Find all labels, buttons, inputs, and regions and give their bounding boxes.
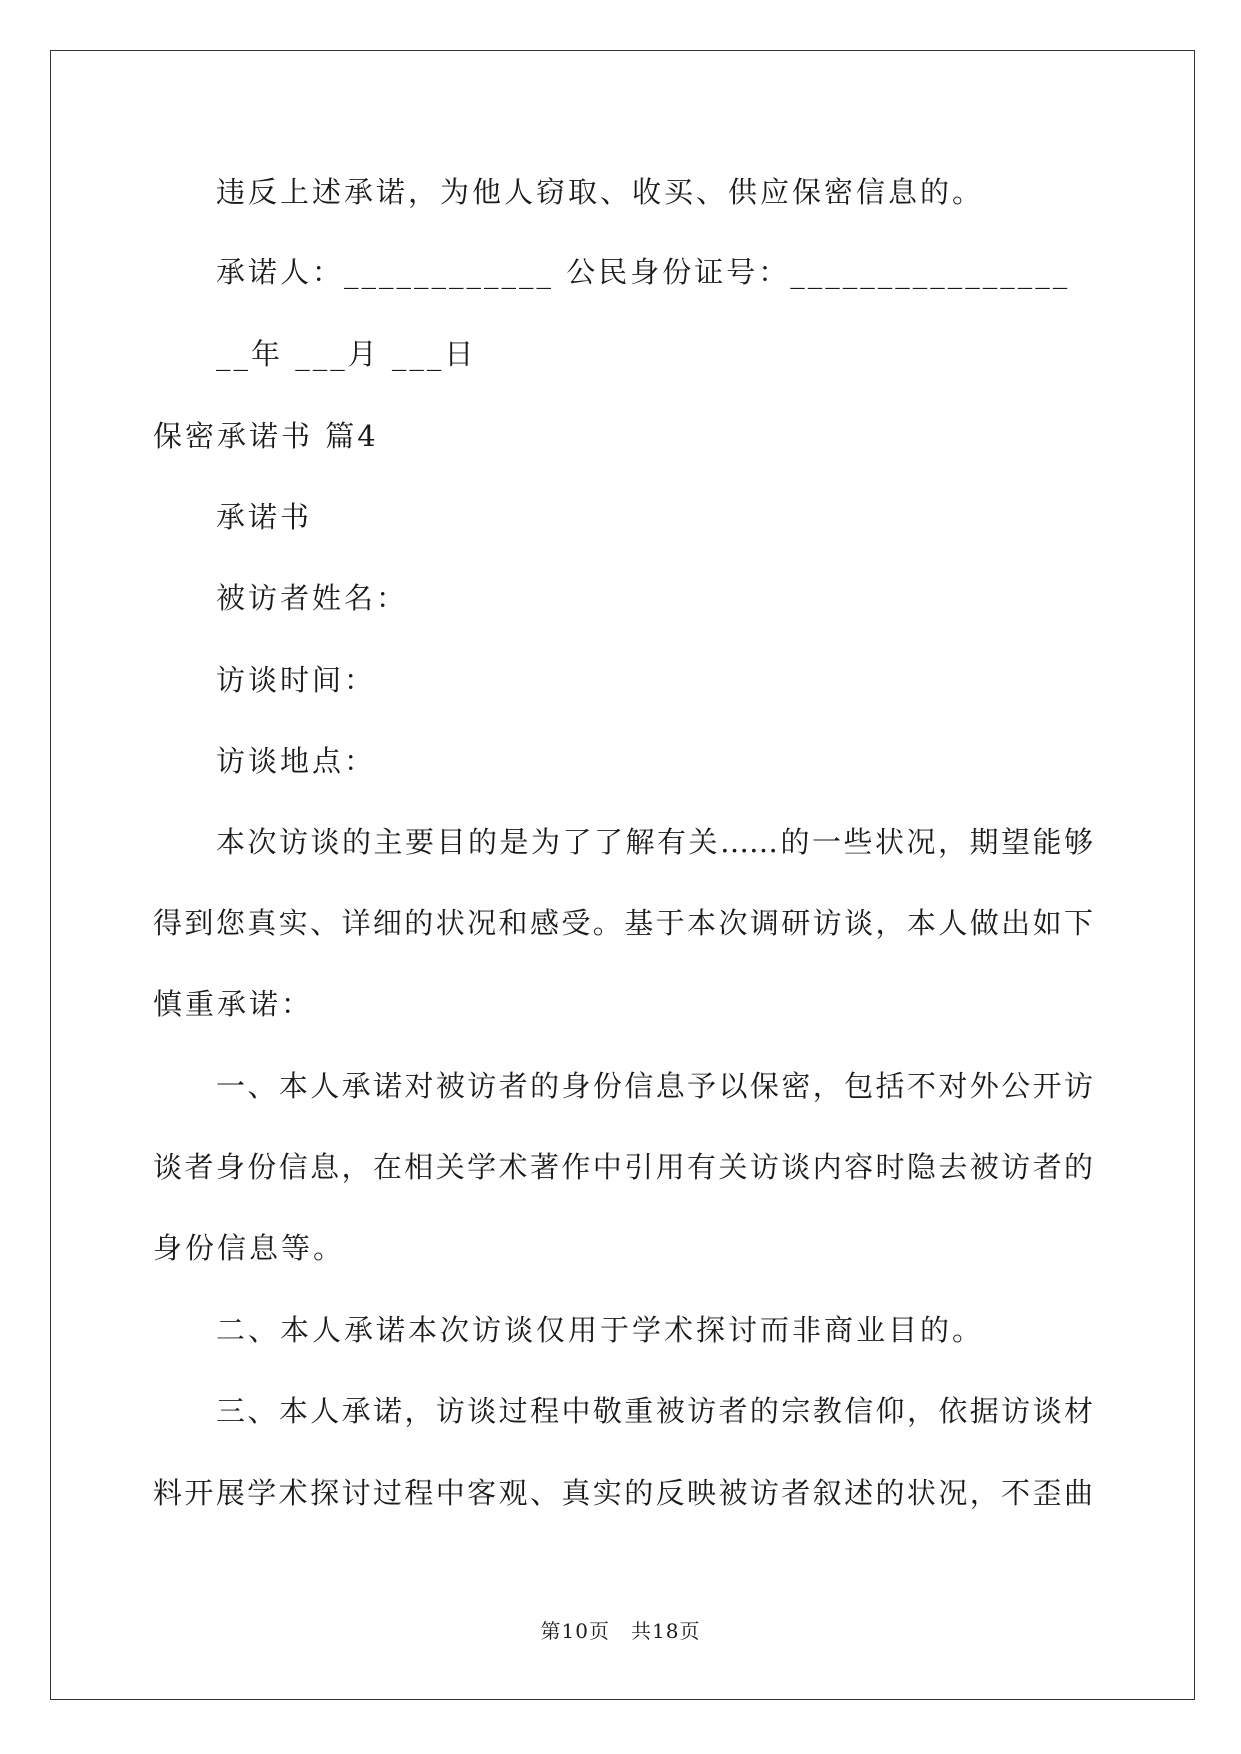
page-footer: 第10页 共18页 [540,1619,701,1643]
paragraph-line: 一、本人承诺对被访者的身份信息予以保密，包括不对外公开访 [216,1069,1093,1103]
paragraph-line: 三、本人承诺，访谈过程中敬重被访者的宗教信仰，依据访谈材 [216,1394,1093,1428]
paragraph-line: 得到您真实、详细的状况和感受。基于本次调研访谈，本人做出如下 [153,906,1093,940]
paragraph-line: 料开展学术探讨过程中客观、真实的反映被访者叙述的状况，不歪曲 [153,1476,1093,1510]
document-title: 承诺书 [216,500,313,534]
text-line: 违反上述承诺，为他人窃取、收买、供应保密信息的。 [216,175,985,209]
signature-line: 承诺人：____________ 公民身份证号：________________ [216,255,1071,289]
paragraph-line: 身份信息等。 [153,1231,346,1265]
interviewee-name-field: 被访者姓名： [216,581,409,615]
paragraph-line: 本次访谈的主要目的是为了了解有关……的一些状况，期望能够 [216,825,1093,859]
interview-time-field: 访谈时间： [216,663,377,697]
paragraph-line: 谈者身份信息，在相关学术著作中引用有关访谈内容时隐去被访者的 [153,1150,1093,1184]
interview-location-field: 访谈地点： [216,744,377,778]
paragraph-line: 二、本人承诺本次访谈仅用于学术探讨而非商业目的。 [216,1313,985,1347]
page-frame [50,50,1195,1700]
section-heading: 保密承诺书 篇4 [153,419,379,453]
date-line: __年 ___月 ___日 [216,337,477,371]
paragraph-line: 慎重承诺： [153,987,314,1021]
